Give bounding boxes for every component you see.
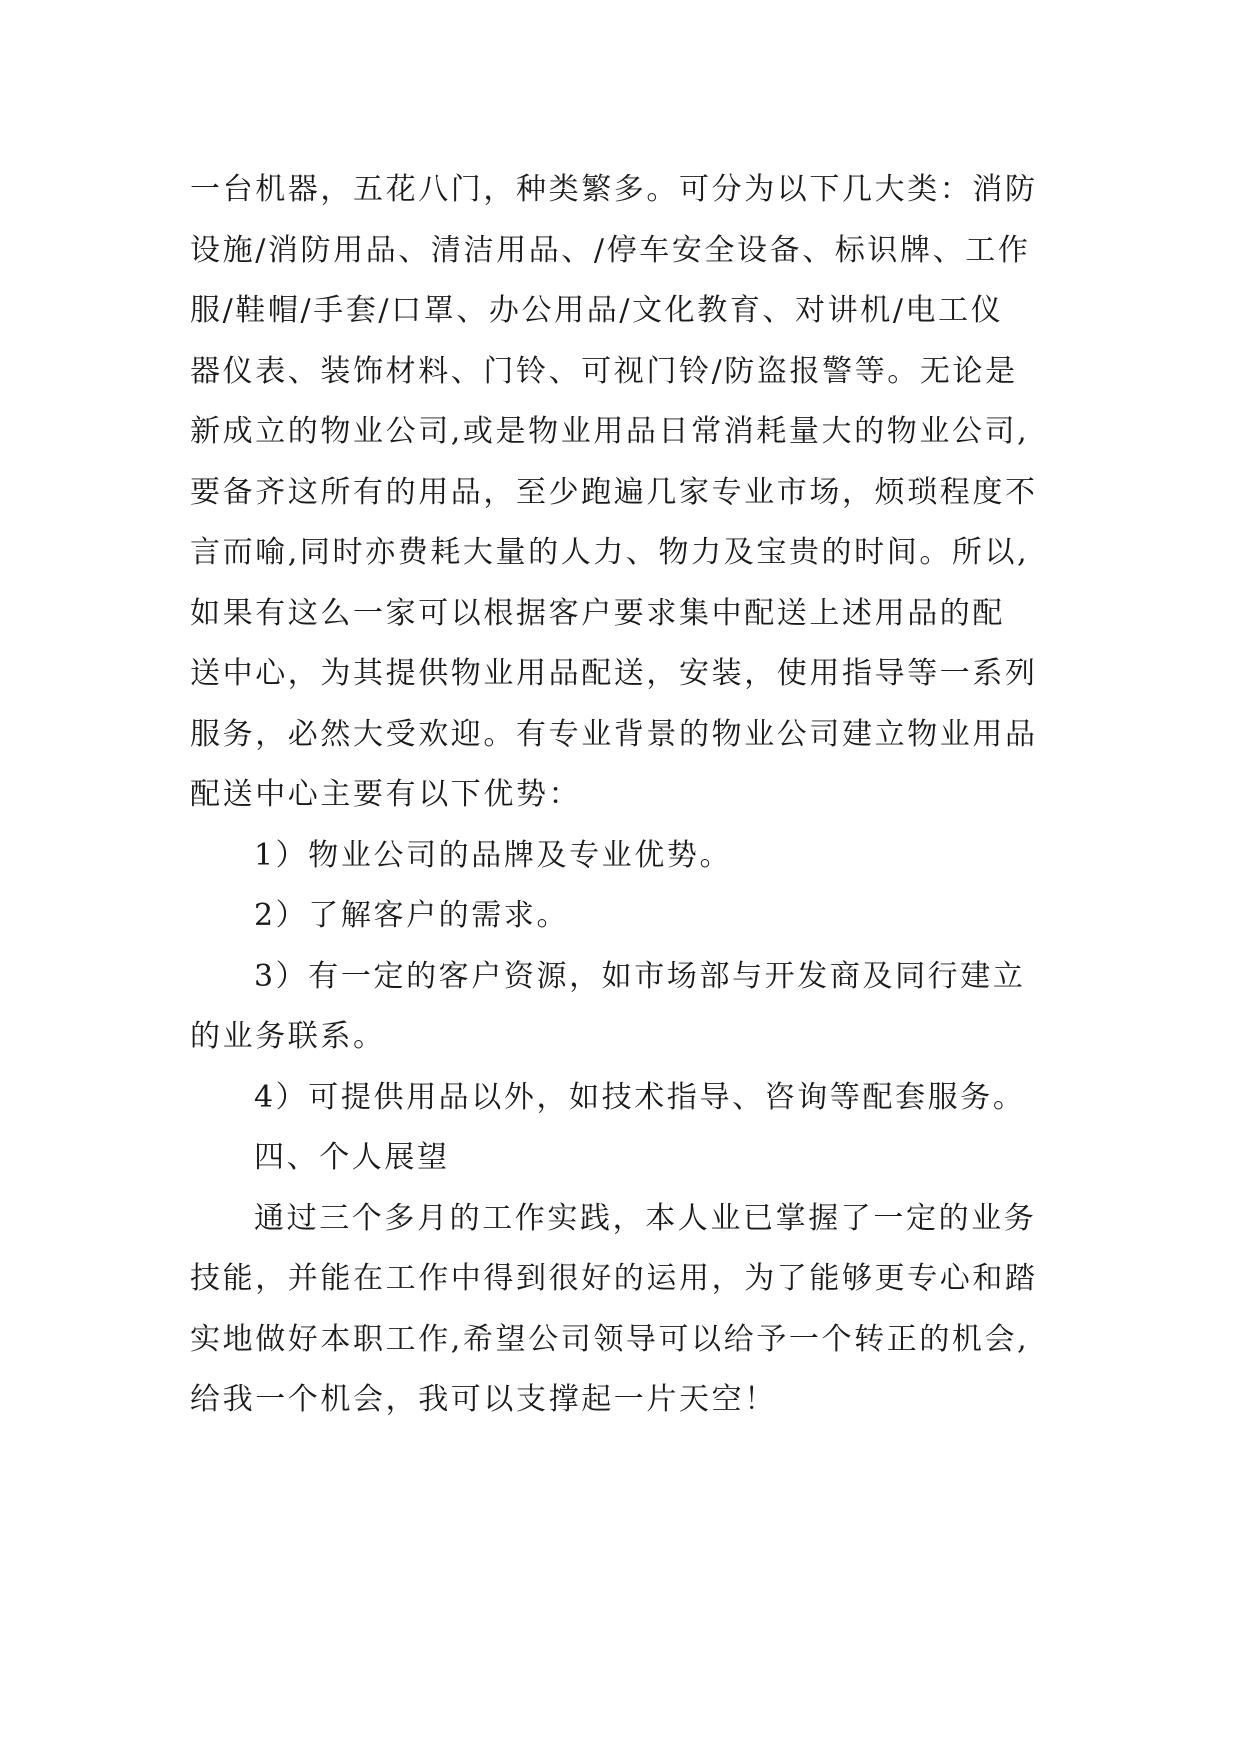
list-item: 1）物业公司的品牌及专业优势。 — [254, 837, 733, 873]
list-item: 2）了解客户的需求。 — [254, 898, 570, 933]
text-line: 设施/消防用品、清洁用品、/停车安全设备、标识牌、工作 — [190, 232, 1031, 268]
text-line: 技能，并能在工作中得到很好的运用，为了能够更专心和踏 — [190, 1261, 1038, 1296]
body-text — [190, 160, 1050, 1431]
text-line: 服务，必然大受欢迎。有专业背景的物业公司建立物业用品 — [190, 716, 1038, 752]
text-line: 配送中心主要有以下优势： — [190, 777, 582, 812]
section-heading: 四、个人展望 — [254, 1140, 450, 1175]
text-line: 通过三个多月的工作实践，本人业已掌握了一定的业务 — [254, 1200, 1037, 1236]
text-line: 的业务联系。 — [190, 1019, 386, 1054]
text-line: 送中心，为其提供物业用品配送，安装，使用指导等一系列 — [190, 656, 1038, 691]
text-line: 言而喻,同时亦费耗大量的人力、物力及宝贵的时间。所以, — [190, 535, 1030, 570]
text-line: 给我一个机会，我可以支撑起一片天空！ — [190, 1382, 777, 1417]
text-line: 服/鞋帽/手套/口罩、办公用品/文化教育、对讲机/电工仪 — [190, 293, 1004, 328]
text-line: 新成立的物业公司,或是物业用品日常消耗量大的物业公司, — [190, 414, 1030, 449]
text-line: 一台机器，五花八门，种类繁多。可分为以下几大类：消防 — [190, 172, 1038, 207]
list-item: 4）可提供用品以外，如技术指导、咨询等配套服务。 — [254, 1079, 1026, 1115]
list-item: 3）有一定的客户资源，如市场部与开发商及同行建立 — [254, 958, 1026, 994]
text-line: 如果有这么一家可以根据客户要求集中配送上述用品的配 — [190, 595, 1005, 631]
text-line: 实地做好本职工作,希望公司领导可以给予一个转正的机会, — [190, 1321, 1030, 1357]
text-line: 器仪表、装饰材料、门铃、可视门铃/防盗报警等。无论是 — [190, 353, 1018, 389]
text-line: 要备齐这所有的用品，至少跑遍几家专业市场，烦琐程度不 — [190, 474, 1038, 510]
